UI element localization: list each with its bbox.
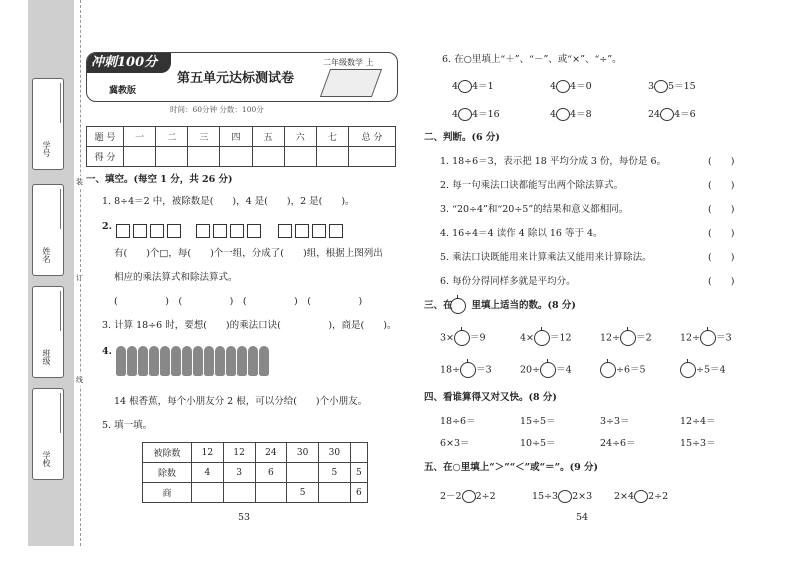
square-group-2 (196, 220, 264, 239)
score-cell[interactable] (220, 147, 252, 167)
score-header: 总 分 (349, 127, 396, 147)
calc-item: 15÷5＝ (520, 416, 556, 427)
fill-table-cell[interactable] (192, 483, 224, 503)
judge-answer[interactable]: ( ) (708, 228, 735, 239)
section3-title: 三、在 里填上适当的数。(8 分) (424, 300, 576, 311)
fill-table-cell[interactable] (319, 483, 351, 503)
question-1: 1. 8÷4＝2 中，被除数是( )，4 是( )，2 是( )。 (102, 196, 355, 207)
score-header: 一 (124, 127, 156, 147)
grade-label: 二年级数学 上 (323, 58, 374, 67)
school-box (32, 388, 64, 480)
score-header: 题 号 (87, 127, 124, 147)
square-group-3 (278, 220, 346, 239)
score-cell[interactable] (156, 147, 188, 167)
brand-logo: 冲刺100分 (87, 53, 171, 73)
apple-item: 20÷ ＝4 (520, 362, 572, 378)
calc-item: 6×3＝ (440, 438, 470, 449)
apple-icon (450, 298, 466, 314)
score-cell[interactable] (316, 147, 348, 167)
student-id-line (60, 83, 61, 123)
question-4-text: 14 根香蕉，每个小朋友分 2 根，可以分给( )个小朋友。 (114, 396, 368, 407)
score-cell[interactable] (252, 147, 284, 167)
question-2-number: 2. (102, 221, 112, 232)
apple-item: ÷6＝5 (600, 362, 646, 378)
square-group-1 (116, 220, 184, 239)
division-fill-table (142, 442, 368, 503)
calc-item: 15÷3＝ (680, 438, 716, 449)
q6-item: 4 4＝16 (452, 109, 500, 120)
fill-table-cell: 6 (255, 463, 287, 483)
question-4-number: 4. (102, 346, 112, 357)
section1-title: 一、填空。(每空 1 分，共 26 分) (86, 174, 233, 185)
bananas-image (116, 346, 270, 380)
student-id-label: 学号 (42, 141, 51, 157)
judge-item: 4. 16÷4＝4 读作 4 除以 16 等于 4。 (440, 228, 603, 239)
judge-item: 3. “20÷4”和“20÷5”的结果和意义都相同。 (440, 204, 629, 215)
compare-item: 2×4 2÷2 (614, 491, 669, 502)
score-header: 七 (316, 127, 348, 147)
fill-table-label: 商 (143, 483, 192, 503)
score-cell[interactable] (188, 147, 220, 167)
page-number-left: 53 (238, 512, 251, 523)
fill-table-cell[interactable] (255, 483, 287, 503)
calc-item: 24÷6＝ (600, 438, 636, 449)
q6-item: 24 4＝6 (648, 109, 696, 120)
class-label: 班级 (42, 349, 51, 365)
compare-item: 15÷3 2×3 (532, 491, 593, 502)
q6-item: 3 5＝15 (648, 81, 696, 92)
apple-item: ÷5＝4 (680, 362, 726, 378)
score-header: 六 (284, 127, 316, 147)
fill-table-cell[interactable] (223, 483, 255, 503)
binding-margin (28, 0, 74, 546)
test-header (86, 52, 398, 102)
judge-item: 2. 每一句乘法口诀都能写出两个除法算式。 (440, 180, 624, 191)
question-5: 5. 填一填。 (102, 420, 153, 431)
section4-title: 四、看谁算得又对又快。(8 分) (424, 392, 557, 403)
compare-item: 2－2 2÷2 (440, 491, 496, 502)
score-cell[interactable] (124, 147, 156, 167)
score-row-label: 得 分 (87, 147, 124, 167)
calc-item: 10÷5＝ (520, 438, 556, 449)
judge-answer[interactable]: ( ) (708, 204, 735, 215)
illustration-icon (320, 69, 382, 97)
judge-item: 5. 乘法口诀既能用来计算乘法又能用来计算除法。 (440, 252, 652, 263)
score-header: 四 (220, 127, 252, 147)
score-cell[interactable] (284, 147, 316, 167)
test-title: 第五单元达标测试卷 (177, 71, 295, 86)
fill-table-cell: 6 (350, 483, 367, 503)
judge-answer[interactable]: ( ) (708, 276, 735, 287)
apple-item: 12÷ ＝3 (680, 330, 732, 346)
judge-item: 6. 每份分得同样多就是平均分。 (440, 276, 576, 287)
judge-answer[interactable]: ( ) (708, 252, 735, 263)
fill-table-cell: 4 (192, 463, 224, 483)
score-header: 三 (188, 127, 220, 147)
apple-item: 4× ＝12 (520, 330, 572, 346)
apple-item: 3× ＝9 (440, 330, 486, 346)
name-box (32, 184, 64, 276)
judge-item: 1. 18÷6＝3，表示把 18 平均分成 3 份，每份是 6。 (440, 156, 666, 167)
calc-item: 18÷6＝ (440, 416, 476, 427)
calc-item: 3÷3＝ (600, 416, 630, 427)
fill-table-label: 除数 (143, 463, 192, 483)
calc-item: 12÷4＝ (680, 416, 716, 427)
page-number-right: 54 (576, 512, 589, 523)
binding-char-3: 线 (76, 376, 83, 384)
binding-char-1: 装 (76, 178, 83, 186)
fill-table-cell: 5 (350, 463, 367, 483)
fill-table-cell: 12 (192, 443, 224, 463)
score-header: 二 (156, 127, 188, 147)
name-line (60, 189, 61, 229)
q6-item: 4 4＝8 (550, 109, 592, 120)
student-id-box (32, 78, 64, 170)
question-6: 6. 在○里填上“＋”、“－”、或“×”、“÷”。 (442, 54, 622, 65)
q6-item: 4 4＝1 (452, 81, 494, 92)
fill-table-cell: 30 (319, 443, 351, 463)
question-2-text-2: 相应的乘法算式和除法算式。 (114, 272, 238, 283)
judge-answer[interactable]: ( ) (708, 180, 735, 191)
fill-table-cell: 3 (223, 463, 255, 483)
time-score-info: 时间：60分钟 分数：100分 (170, 105, 264, 114)
edition-label: 冀教版 (109, 86, 137, 96)
fill-table-cell: 5 (287, 483, 319, 503)
binding-char-2: 订 (76, 274, 83, 282)
judge-answer[interactable]: ( ) (708, 156, 735, 167)
q6-item: 4 4＝0 (550, 81, 592, 92)
fill-table-cell: 24 (255, 443, 287, 463)
question-3: 3. 计算 18÷6 时，要想( )的乘法口诀( )，商是( )。 (102, 320, 397, 331)
apple-item: 18÷ ＝3 (440, 362, 492, 378)
apple-item: 12÷ ＝2 (600, 330, 652, 346)
school-line (60, 393, 61, 433)
fill-table-cell: 30 (287, 443, 319, 463)
fill-table-cell: 12 (223, 443, 255, 463)
fill-table-cell[interactable] (287, 463, 319, 483)
question-2-text: 有( )个□，每( )个一组，分成了( )组，根据上图列出 (114, 248, 383, 259)
score-table (86, 126, 396, 167)
section2-title: 二、判断。(6 分) (424, 132, 500, 143)
score-header: 五 (252, 127, 284, 147)
question-2-blanks[interactable]: ( ) ( ) ( ) ( ) (114, 296, 363, 307)
score-cell[interactable] (349, 147, 396, 167)
class-box (32, 286, 64, 378)
class-line (60, 291, 61, 331)
fill-table-cell: 5 (319, 463, 351, 483)
fill-table-label: 被除数 (143, 443, 192, 463)
section5-title: 五、在○里填上“＞”“＜”或“＝”。(9 分) (424, 462, 598, 473)
name-label: 姓名 (42, 247, 51, 263)
school-label: 学校 (42, 451, 51, 467)
fill-table-cell[interactable] (350, 443, 367, 463)
